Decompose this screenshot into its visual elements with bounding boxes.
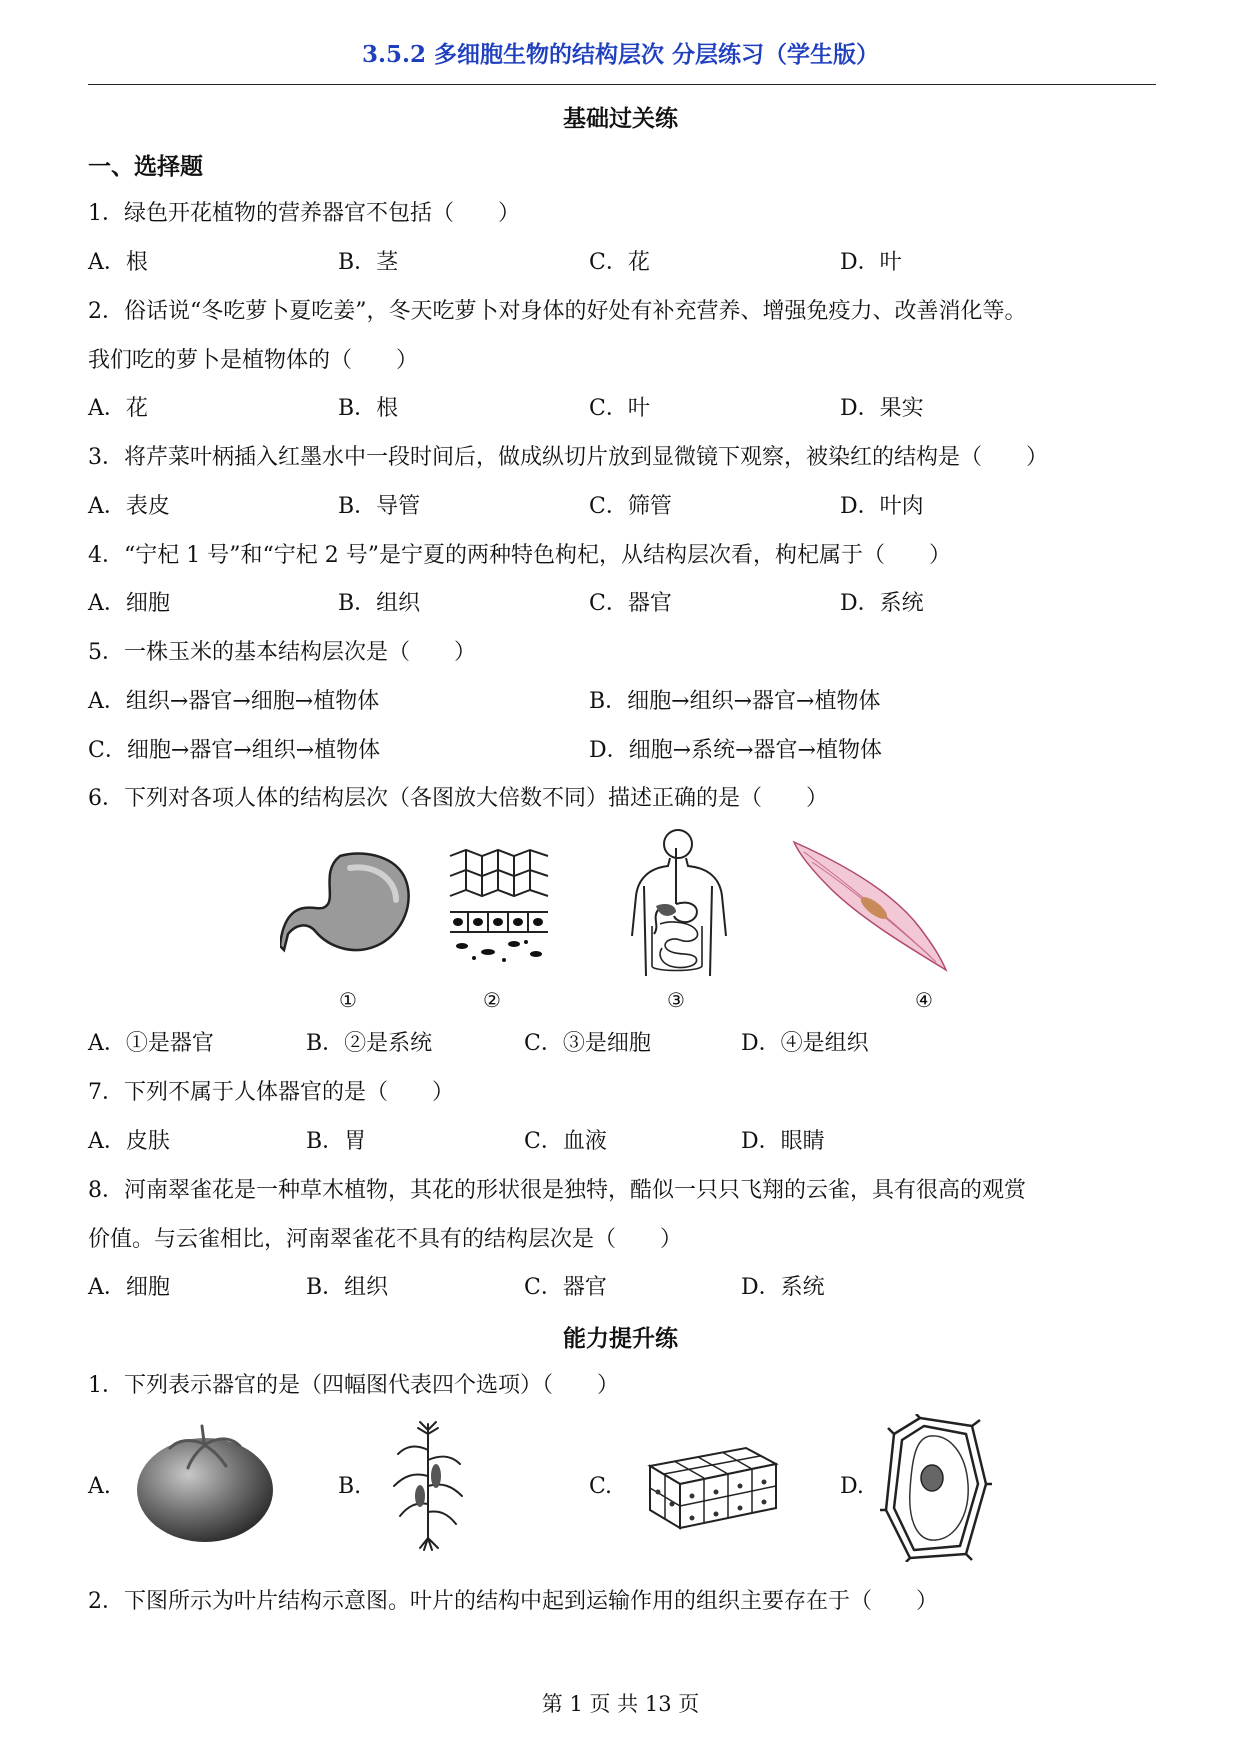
adv-q1-label-d: D.	[840, 1474, 864, 1499]
figure-caption-4: ④	[915, 988, 933, 1012]
question-1: 1．绿色开花植物的营养器官不包括（ ）	[88, 201, 520, 226]
figure-caption-3: ③	[667, 988, 685, 1012]
q8-option-c: C．器官	[524, 1275, 607, 1300]
q7-option-a: A．皮肤	[88, 1129, 170, 1154]
digestive-system-figure	[630, 826, 728, 982]
q6-option-c: C．③是细胞	[524, 1031, 651, 1056]
figure-caption-2: ②	[483, 988, 501, 1012]
adv-q1-label-a: A.	[88, 1474, 111, 1499]
q8-option-a: A．细胞	[88, 1275, 170, 1300]
q3-option-d: D．叶肉	[840, 494, 924, 519]
question-5: 5．一株玉米的基本结构层次是（ ）	[88, 640, 476, 665]
plant-cell-figure	[880, 1414, 992, 1562]
q1-option-b: B．茎	[338, 250, 399, 275]
muscle-cell-figure	[790, 838, 950, 974]
part-choice-title: 一、选择题	[88, 153, 203, 180]
q4-option-d: D．系统	[840, 591, 924, 616]
q1-option-c: C．花	[589, 250, 650, 275]
advanced-question-1: 1．下列表示器官的是（四幅图代表四个选项）（ ）	[88, 1373, 619, 1398]
question-8-line-2: 价值。与云雀相比，河南翠雀花不具有的结构层次是（ ）	[88, 1227, 683, 1252]
q4-option-b: B．组织	[338, 591, 421, 616]
q1-option-a: A．根	[88, 250, 148, 275]
stomach-figure	[280, 850, 420, 960]
q5-option-c: C．细胞→器官→组织→植物体	[88, 738, 381, 763]
header-rule	[88, 84, 1156, 85]
advanced-question-2: 2．下图所示为叶片结构示意图。叶片的结构中起到运输作用的组织主要存在于（ ）	[88, 1589, 938, 1614]
epithelial-tissue-figure	[448, 846, 552, 964]
q2-option-a: A．花	[88, 396, 148, 421]
q4-option-c: C．器官	[589, 591, 672, 616]
adv-q1-label-c: C.	[589, 1474, 613, 1499]
q2-option-b: B．根	[338, 396, 399, 421]
q5-option-b: B．细胞→组织→器官→植物体	[589, 689, 881, 714]
question-4: 4．“宁杞 1 号”和“宁杞 2 号”是宁夏的两种特色枸杞，从结构层次看，枸杞属于（ ）	[88, 543, 951, 568]
q2-option-c: C．叶	[589, 396, 650, 421]
question-2-line-2: 我们吃的萝卜是植物体的（ ）	[88, 348, 419, 373]
question-7: 7．下列不属于人体器官的是（ ）	[88, 1080, 454, 1105]
question-8-line-1: 8．河南翠雀花是一种草木植物，其花的形状很是独特，酷似一只只飞翔的云雀，具有很高的观赏	[88, 1178, 1027, 1203]
q7-option-c: C．血液	[524, 1129, 607, 1154]
plant-tissue-figure	[646, 1444, 780, 1532]
question-3: 3．将芹菜叶柄插入红墨水中一段时间后，做成纵切片放到显微镜下观察，被染红的结构是（ ）	[88, 445, 1049, 470]
q7-option-b: B．胃	[306, 1129, 367, 1154]
q1-option-d: D．叶	[840, 250, 902, 275]
page-footer: 第 1 页 共 13 页	[541, 1692, 700, 1716]
document-title: 3.5.2 多细胞生物的结构层次 分层练习（学生版）	[361, 41, 880, 68]
figure-caption-1: ①	[339, 988, 357, 1012]
q2-option-d: D．果实	[840, 396, 924, 421]
section-advanced-title: 能力提升练	[563, 1325, 678, 1352]
q3-option-c: C．筛管	[589, 494, 672, 519]
q6-option-b: B．②是系统	[306, 1031, 433, 1056]
q3-option-b: B．导管	[338, 494, 421, 519]
corn-plant-figure	[390, 1420, 466, 1552]
q5-option-d: D．细胞→系统→器官→植物体	[589, 738, 882, 763]
adv-q1-label-b: B.	[338, 1474, 362, 1499]
q6-option-d: D．④是组织	[741, 1031, 869, 1056]
q6-option-a: A．①是器官	[88, 1031, 214, 1056]
q5-option-a: A．组织→器官→细胞→植物体	[88, 689, 380, 714]
q7-option-d: D．眼睛	[741, 1129, 825, 1154]
q4-option-a: A．细胞	[88, 591, 170, 616]
question-2-line-1: 2．俗话说“冬吃萝卜夏吃姜”，冬天吃萝卜对身体的好处有补充营养、增强免疫力、改善消化等。	[88, 299, 1027, 324]
q3-option-a: A．表皮	[88, 494, 170, 519]
section-basic-title: 基础过关练	[563, 105, 678, 132]
q8-option-d: D．系统	[741, 1275, 825, 1300]
question-6: 6．下列对各项人体的结构层次（各图放大倍数不同）描述正确的是（ ）	[88, 786, 828, 811]
q8-option-b: B．组织	[306, 1275, 389, 1300]
tomato-figure	[134, 1418, 276, 1546]
